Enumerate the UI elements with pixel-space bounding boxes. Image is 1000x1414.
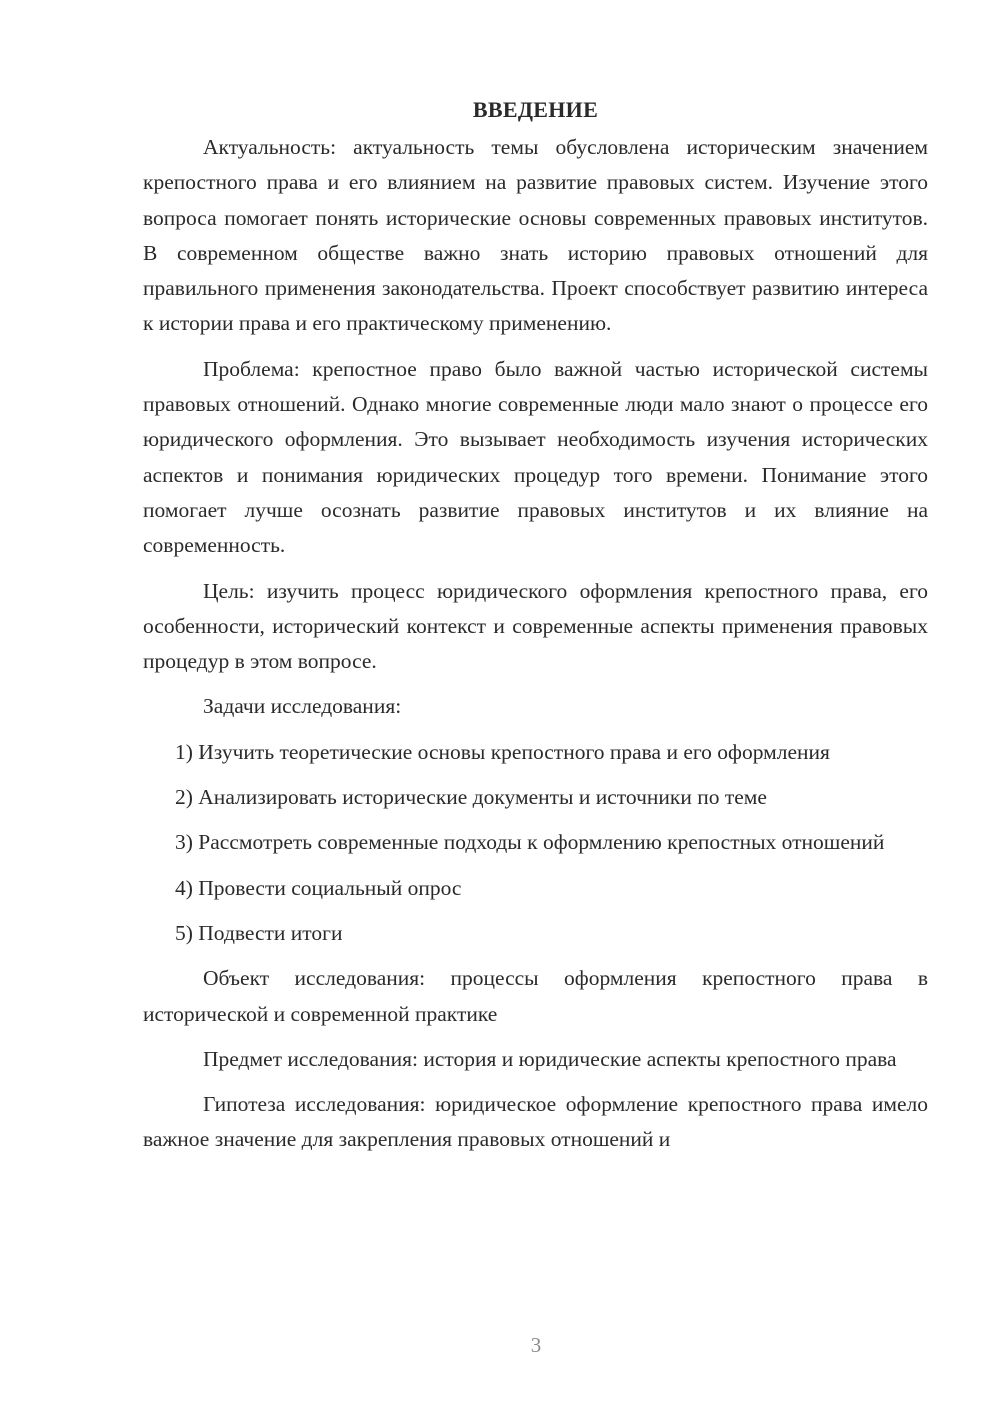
task-item: 3) Рассмотреть современные подходы к оформлению крепостных отношений	[175, 830, 885, 855]
hypothesis-paragraph: Гипотеза исследования: юридическое оформление крепостного права имело важное значение для закрепления правовых отношений и	[143, 1092, 928, 1152]
task-item: 4) Провести социальный опрос	[175, 875, 462, 900]
problem-paragraph: Проблема: крепостное право было важной частью исторической системы правовых отношений. Однако многие современные люди мало знают о процессе его юридического оформления. Это вызывает необходимость изучения исторических аспектов и понимания юридических процедур того времени. Понимание этого помогает лучше осознать развитие правовых институтов и их влияние на современность.	[143, 356, 928, 558]
task-item: 5) Подвести итоги	[175, 920, 343, 945]
document-page	[143, 92, 928, 1158]
goal-paragraph: Цель: изучить процесс юридического оформления крепостного права, его особенности, исторический контекст и современные аспекты применения правовых процедур в этом вопросе.	[143, 578, 928, 674]
task-item: 1) Изучить теоретические основы крепостного права и его оформления	[175, 739, 830, 764]
page-number: 3	[530, 1333, 542, 1357]
object-paragraph: Объект исследования: процессы оформления крепостного права в исторической и современной практике	[143, 966, 928, 1026]
subject-paragraph: Предмет исследования: история и юридические аспекты крепостного права	[203, 1046, 897, 1071]
relevance-paragraph: Актуальность: актуальность темы обусловлена историческим значением крепостного права и его влиянием на развитие правовых систем. Изучение этого вопроса помогает понять исторические основы современных правовых институтов. В современном обществе важно знать историю правовых отношений для правильного применения законодательства. Проект способствует развитию интереса к истории права и его практическому применению.	[143, 135, 928, 336]
section-title: ВВЕДЕНИЕ	[472, 97, 599, 122]
task-item: 2) Анализировать исторические документы и источники по теме	[175, 785, 767, 810]
tasks-heading: Задачи исследования:	[203, 694, 402, 719]
